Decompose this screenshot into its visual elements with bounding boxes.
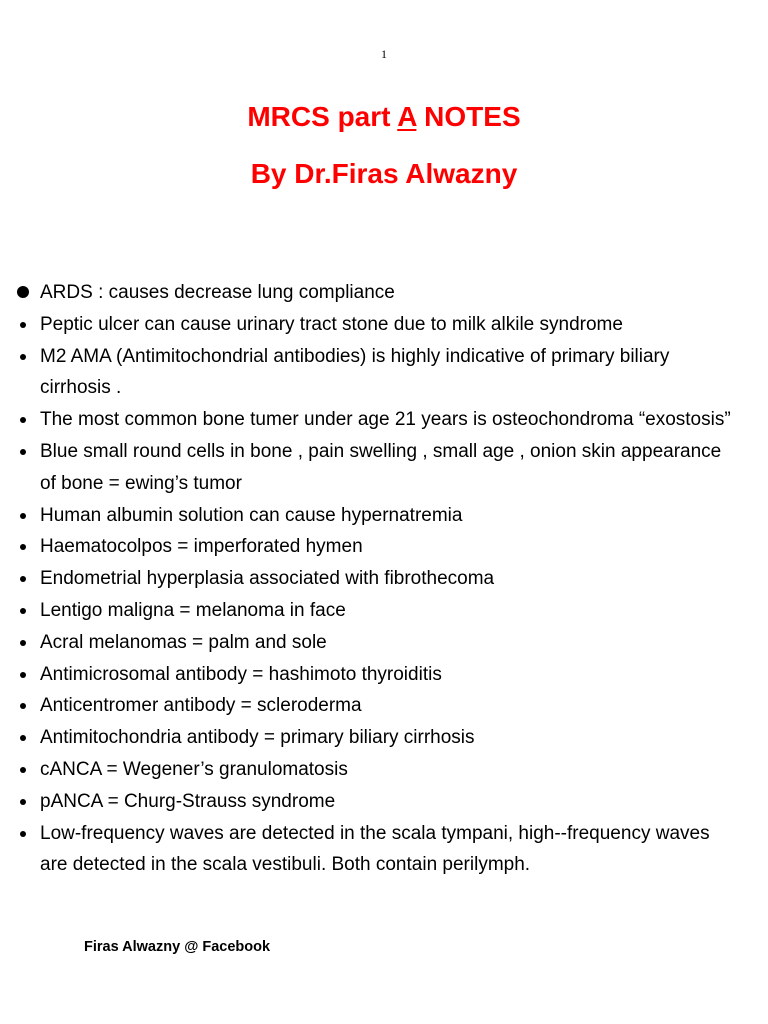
notes-list [0,277,740,881]
bullet-icon [17,286,29,298]
note-item [0,277,740,309]
bullet-icon [20,354,26,360]
note-item [0,341,740,405]
note-text: Low-frequency waves are detected in the scala tympani, high--frequency waves are detected in the scala vestibuli. Both contain perilymph. [40,822,710,876]
title-suffix: NOTES [416,101,521,132]
bullet-icon [20,831,26,837]
bullet-icon [20,449,26,455]
note-text: ARDS : causes decrease lung compliance [40,282,395,303]
bullet-icon [20,735,26,741]
note-text: Antimitochondria antibody = primary biliary cirrhosis [40,727,475,749]
bullet-icon [20,417,26,423]
note-item [0,818,740,882]
note-text: Anticentromer antibody = scleroderma [40,695,362,717]
note-item [0,690,740,722]
note-text: cANCA = Wegener’s granulomatosis [40,758,348,780]
note-item [0,722,740,754]
document-title [0,103,768,131]
note-item [0,659,740,691]
note-item [0,404,740,436]
bullet-icon [20,576,26,582]
note-item [0,786,740,818]
bullet-icon [20,544,26,550]
note-text: M2 AMA (Antimitochondrial antibodies) is highly indicative of primary biliary cirrhosis . [40,345,670,399]
note-text: Acral melanomas = palm and sole [40,631,327,653]
bullet-icon [20,799,26,805]
note-item [0,500,740,532]
note-text: Lentigo maligna = melanoma in face [40,599,346,621]
note-item [0,531,740,563]
note-item [0,595,740,627]
note-text: Endometrial hyperplasia associated with fibrothecoma [40,568,495,590]
bullet-icon [20,767,26,773]
note-item [0,754,740,786]
note-text: Blue small round cells in bone , pain swelling , small age , onion skin appearance of bone = ewing’s tumor [40,440,722,494]
note-text: Peptic ulcer can cause urinary tract stone due to milk alkile syndrome [40,313,623,335]
note-text: Human albumin solution can cause hypernatremia [40,504,463,526]
note-item [0,563,740,595]
note-item [0,309,740,341]
bullet-icon [20,672,26,678]
footer-credit: Firas Alwazny @ Facebook [84,939,271,955]
note-text: pANCA = Churg-Strauss syndrome [40,790,336,812]
bullet-icon [20,322,26,328]
note-item [0,627,740,659]
note-item [0,436,740,500]
note-text: Haematocolpos = imperforated hymen [40,536,363,558]
title-underlined-letter: A [397,101,417,132]
bullet-icon [20,608,26,614]
note-text: The most common bone tumer under age 21 years is osteochondroma “exostosis” [40,409,731,431]
bullet-icon [20,703,26,709]
document-author: By Dr.Firas Alwazny [250,158,518,189]
bullet-icon [20,640,26,646]
page-number: 1 [381,47,387,61]
bullet-icon [20,513,26,519]
title-prefix: MRCS part [247,101,398,132]
note-text: Antimicrosomal antibody = hashimoto thyroiditis [40,663,442,685]
